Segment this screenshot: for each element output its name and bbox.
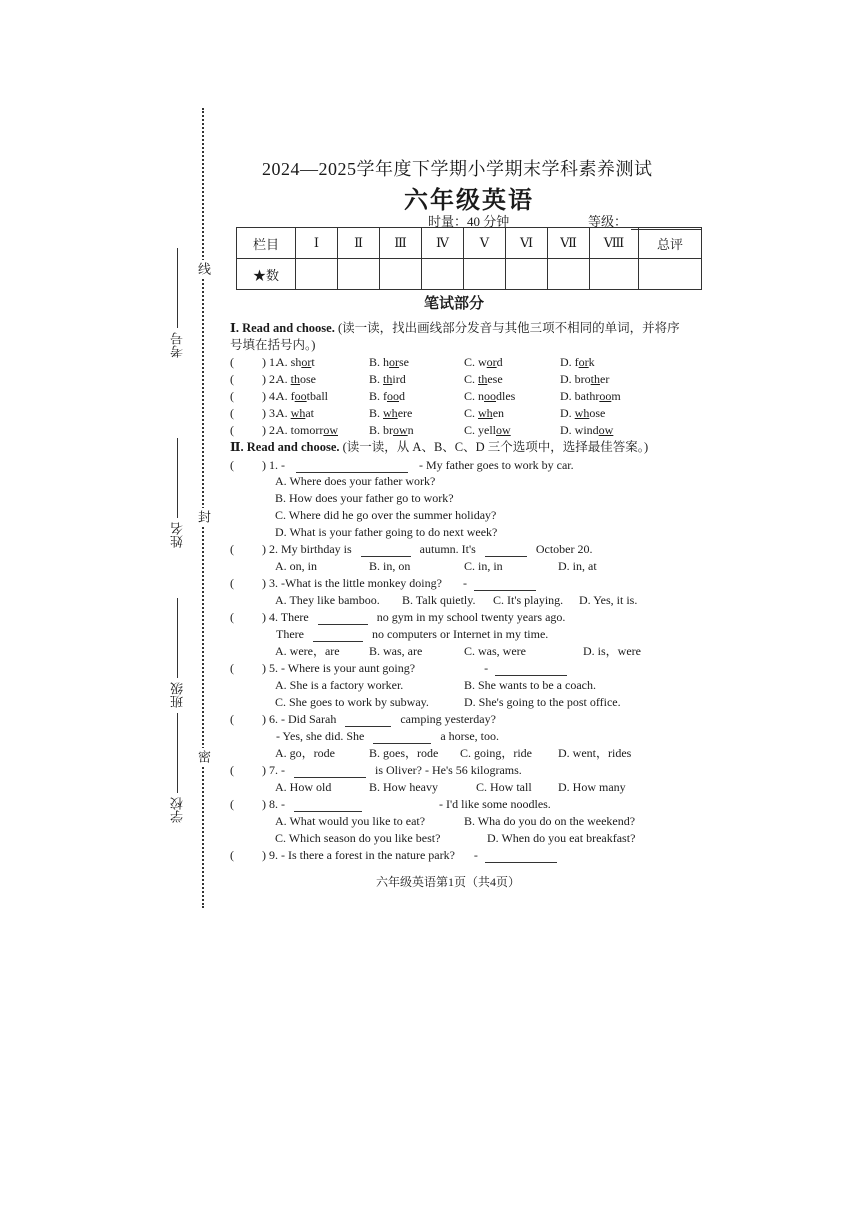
score-cell (506, 259, 548, 290)
answer-blank[interactable] (296, 460, 408, 473)
answer-blank[interactable] (373, 731, 431, 744)
option: D. What is your father going to do next week? (275, 525, 498, 539)
section-title: 笔试部分 (424, 296, 485, 312)
answer-paren[interactable]: ( (230, 848, 234, 862)
option: D. went，rides (558, 746, 632, 760)
binding-marker-line: 线 (196, 262, 211, 275)
part1-item: ( ) 2. A. tomorrow B. brown C. yellow D. window (230, 423, 614, 437)
part1-heading-cont: 号填在括号内。) (230, 338, 316, 352)
answer-blank[interactable] (318, 612, 368, 625)
answer-paren[interactable]: ( (230, 406, 234, 420)
answer-paren[interactable]: ( (230, 661, 234, 675)
option: A. She is a factory worker. (275, 678, 404, 692)
score-value-row (237, 259, 702, 290)
binding-marker-seal: 封 (196, 510, 211, 523)
field-name: 姓名 (168, 438, 187, 548)
answer-paren[interactable]: ( (230, 389, 234, 403)
score-header-cell: Ⅲ (380, 228, 422, 259)
score-header-cell: 总评 (639, 228, 702, 259)
answer-blank[interactable] (294, 799, 362, 812)
part2-question: ( ) 6. - Did Sarah camping yesterday? (230, 712, 496, 726)
score-header-cell: Ⅰ (296, 228, 338, 259)
score-header-cell: 栏目 (237, 228, 296, 259)
part2-question: ( ) 5. - Where is your aunt going? - (230, 660, 567, 676)
option: D. is，were (583, 644, 641, 658)
score-cell (639, 259, 702, 290)
part1-item: ( ) 2. A. those B. third C. these D. brother (230, 372, 610, 386)
answer-paren[interactable]: ( (230, 610, 234, 624)
option: B. How heavy (369, 780, 438, 794)
option: B. was, are (369, 644, 423, 658)
part1-item: ( ) 1. A. short B. horse C. word D. fork (230, 355, 595, 369)
answer-paren[interactable]: ( (230, 542, 234, 556)
option: B. Wha do you do on the weekend? (464, 814, 636, 828)
option: A. Where does your father work? (275, 474, 436, 488)
option: D. Yes, it is. (579, 593, 638, 607)
answer-paren[interactable]: ( (230, 423, 234, 437)
answer-blank[interactable] (361, 544, 411, 557)
part2-question: ( ) 9. - Is there a forest in the nature park? - (230, 847, 557, 863)
part2-question: ( ) 1. - - My father goes to work by car. (230, 458, 574, 472)
option: D. She's going to the post office. (464, 695, 621, 709)
score-cell (380, 259, 422, 290)
option: C. going，ride (460, 746, 532, 760)
part2-question: ( ) 2. My birthday is autumn. It's October 20. (230, 542, 593, 556)
answer-paren[interactable]: ( (230, 372, 234, 386)
score-cell (590, 259, 639, 290)
option: A. on, in (275, 559, 317, 573)
question-line: There no computers or Internet in my time. (276, 627, 549, 641)
score-header-cell: Ⅳ (422, 228, 464, 259)
part2-question: ( ) 4. There no gym in my school twenty years ago. (230, 610, 566, 624)
option: A. were，are (275, 644, 340, 658)
answer-blank[interactable] (294, 765, 366, 778)
answer-paren[interactable]: ( (230, 763, 234, 777)
option: B. How does your father go to work? (275, 491, 454, 505)
part2-heading: Ⅱ. Read and choose. (读一读，从 A、B、C、D 三个选项中，选择最佳答案。) (230, 440, 649, 454)
score-header-row (237, 228, 702, 259)
option: D. When do you eat breakfast? (487, 831, 636, 845)
part1-item: ( ) 3. A. what B. where C. when D. whose (230, 406, 606, 420)
answer-blank[interactable] (485, 850, 557, 863)
field-class: 班级 (168, 598, 187, 708)
part1-item: ( ) 4. A. football B. food C. noodles D. bathroom (230, 389, 621, 403)
binding-marker-secret: 密 (196, 750, 211, 763)
option: D. How many (558, 780, 626, 794)
option: C. It's playing. (493, 593, 564, 607)
score-cell (296, 259, 338, 290)
score-cell (338, 259, 380, 290)
answer-paren[interactable]: ( (230, 712, 234, 726)
field-school: 学校 (168, 713, 187, 823)
option: A. How old (275, 780, 332, 794)
option: B. Talk quietly. (402, 593, 476, 607)
answer-blank[interactable] (495, 663, 567, 676)
score-header-cell: Ⅴ (464, 228, 506, 259)
option: C. was, were (464, 644, 526, 658)
part2-question: ( ) 7. - is Oliver? - He's 56 kilograms. (230, 763, 522, 777)
option: B. She wants to be a coach. (464, 678, 596, 692)
part1-heading: Ⅰ. Read and choose. (读一读，找出画线部分发音与其他三项不相同的单词，并将序 (230, 321, 680, 335)
score-header-cell: Ⅱ (338, 228, 380, 259)
exam-title: 2024—2025学年度下学期小学期末学科素养测试 (262, 159, 653, 179)
score-header-cell: Ⅶ (548, 228, 590, 259)
answer-blank[interactable] (345, 714, 391, 727)
exam-time: 时量：40 分钟 (428, 214, 510, 229)
answer-blank[interactable] (313, 629, 363, 642)
score-cell (464, 259, 506, 290)
option: A. go，rode (275, 746, 335, 760)
answer-paren[interactable]: ( (230, 355, 234, 369)
answer-paren[interactable]: ( (230, 797, 234, 811)
option: C. How tall (476, 780, 532, 794)
part2-question: ( ) 3. -What is the little monkey doing? - (230, 575, 536, 591)
exam-subtitle: 六年级英语 (404, 188, 534, 214)
score-header-cell: Ⅷ (590, 228, 639, 259)
option: C. Where did he go over the summer holiday? (275, 508, 497, 522)
option: C. in, in (464, 559, 503, 573)
part2-question: ( ) 8. - - I'd like some noodles. (230, 797, 551, 811)
grade-label: 等级： (588, 214, 628, 229)
score-row-label: ★数 (237, 259, 296, 290)
score-table (236, 227, 702, 290)
answer-blank[interactable] (485, 544, 527, 557)
option: A. What would you like to eat? (275, 814, 426, 828)
answer-blank[interactable] (474, 578, 536, 591)
answer-paren[interactable]: ( (230, 576, 234, 590)
question-line: - Yes, she did. She a horse, too. (276, 729, 499, 743)
option: B. in, on (369, 559, 411, 573)
page-footer: 六年级英语第1页（共4页） (376, 875, 521, 889)
answer-paren[interactable]: ( (230, 458, 234, 472)
field-exam-number: 考号 (168, 248, 187, 358)
option: A. They like bamboo. (275, 593, 380, 607)
option: C. Which season do you like best? (275, 831, 441, 845)
option: B. goes，rode (369, 746, 439, 760)
score-header-cell: Ⅵ (506, 228, 548, 259)
option: C. She goes to work by subway. (275, 695, 429, 709)
option: D. in, at (558, 559, 597, 573)
score-cell (548, 259, 590, 290)
binding-margin (162, 108, 212, 908)
score-cell (422, 259, 464, 290)
